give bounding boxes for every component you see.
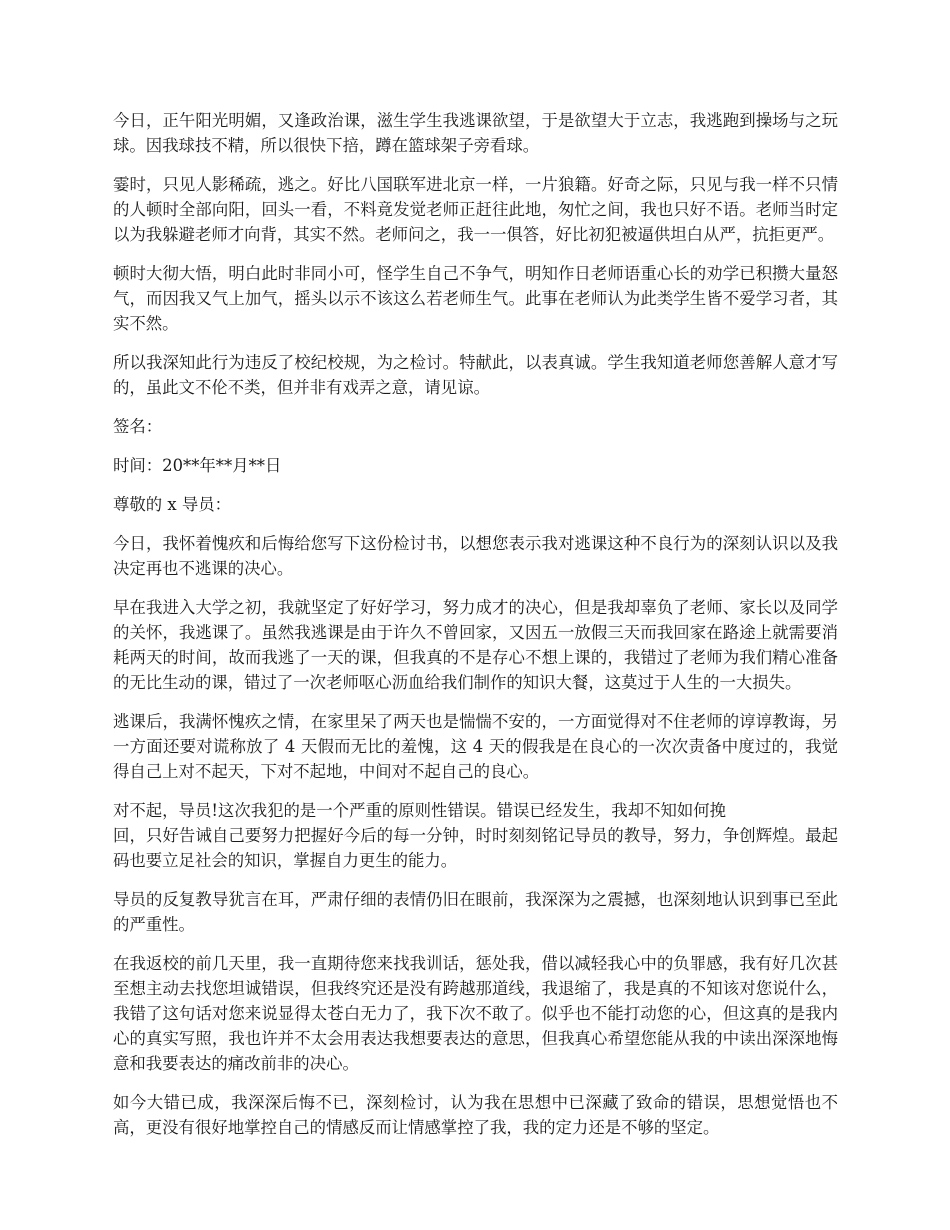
paragraph: 对不起，导员!这次我犯的是一个严重的原则性错误。错误已经发生，我却不知如何挽 回，只好告诫自己要努力把握好今后的每一分钟，时时刻刻铭记导员的教导，努力，争创辉煌。最起码也要立足社会的知识，掌握自力更生的能力。 — [113, 801, 838, 870]
document-page — [113, 108, 838, 1154]
date-line: 时间：20**年**月**日 — [113, 456, 282, 475]
paragraph: 早在我进入大学之初，我就坚定了好好学习，努力成才的决心，但是我却辜负了老师、家长以及同学的关怀，我逃课了。虽然我逃课是由于许久不曾回家，又因五一放假三天而我回家在路途上就需要消耗两天的时间，故而我逃了一天的课，但我真的不是存心不想上课的，我错过了老师为我们精心准备的无比生动的课，错过了一次老师呕心沥血给我们制作的知识大餐，这莫过于人生的一大损失。 — [113, 598, 838, 692]
paragraph: 今日，正午阳光明媚，又逢政治课，滋生学生我逃课欲望，于是欲望大于立志，我逃跑到操场与之玩球。因我球技不精，所以很快下掊，蹲在篮球架子旁看球。 — [113, 111, 838, 155]
salutation: 尊敬的 x 导员： — [113, 495, 232, 514]
paragraph: 在我返校的前几天里，我一直期待您来找我训话，惩处我，借以减轻我心中的负罪感，我有好几次甚至想主动去找您坦诚错误，但我终究还是没有跨越那道线，我退缩了，我是真的不知该对您说什么，我错了这句话对您来说显得太苍白无力了，我下次不敢了。似乎也不能打动您的心，但这真的是我内心的真实写照，我也许并不太会用表达我想要表达的意思，但我真心希望您能从我的中读出深深地悔意和我要表达的痛改前非的决心。 — [113, 954, 838, 1073]
paragraph: 如今大错已成，我深深后悔不已，深刻检讨，认为我在思想中已深藏了致命的错误，思想觉悟也不高，更没有很好地掌控自己的情感反而让情感掌控了我，我的定力还是不够的坚定。 — [113, 1093, 838, 1137]
signature-line: 签名： — [113, 417, 163, 436]
paragraph: 导员的反复教导犹言在耳，严肃仔细的表情仍旧在眼前，我深深为之震撼，也深刻地认识到事已至此的严重性。 — [113, 890, 838, 934]
paragraph: 顿时大彻大悟，明白此时非同小可，怪学生自己不争气，明知作日老师语重心长的劝学已积攒大量怒气，而因我又气上加气，摇头以示不该这么若老师生气。此事在老师认为此类学生皆不爱学习者，其实不然。 — [113, 264, 838, 333]
paragraph: 所以我深知此行为违反了校纪校规，为之检讨。特献此，以表真诚。学生我知道老师您善解人意才写的，虽此文不伦不类，但并非有戏弄之意，请见谅。 — [113, 353, 838, 397]
paragraph: 今日，我怀着愧疚和后悔给您写下这份检讨书，以想您表示我对逃课这种不良行为的深刻认识以及我决定再也不逃课的决心。 — [113, 534, 838, 578]
paragraph: 霎时，只见人影稀疏，逃之。好比八国联军进北京一样，一片狼籍。好奇之际，只见与我一样不只情的人顿时全部向阳，回头一看，不料竟发觉老师正赶往此地，匆忙之间，我也只好不语。老师当时定以为我躲避老师才向背，其实不然。老师问之，我一一俱答，好比初犯被逼供坦白从严，抗拒更严。 — [113, 175, 838, 244]
paragraph: 逃课后，我满怀愧疚之情，在家里呆了两天也是惴惴不安的，一方面觉得对不住老师的谆谆教诲，另一方面还要对谎称放了 4 天假而无比的羞愧，这 4 天的假我是在良心的一次次责备中度过的，我觉得自己上对不起天，下对不起地，中间对不起自己的良心。 — [113, 712, 838, 781]
